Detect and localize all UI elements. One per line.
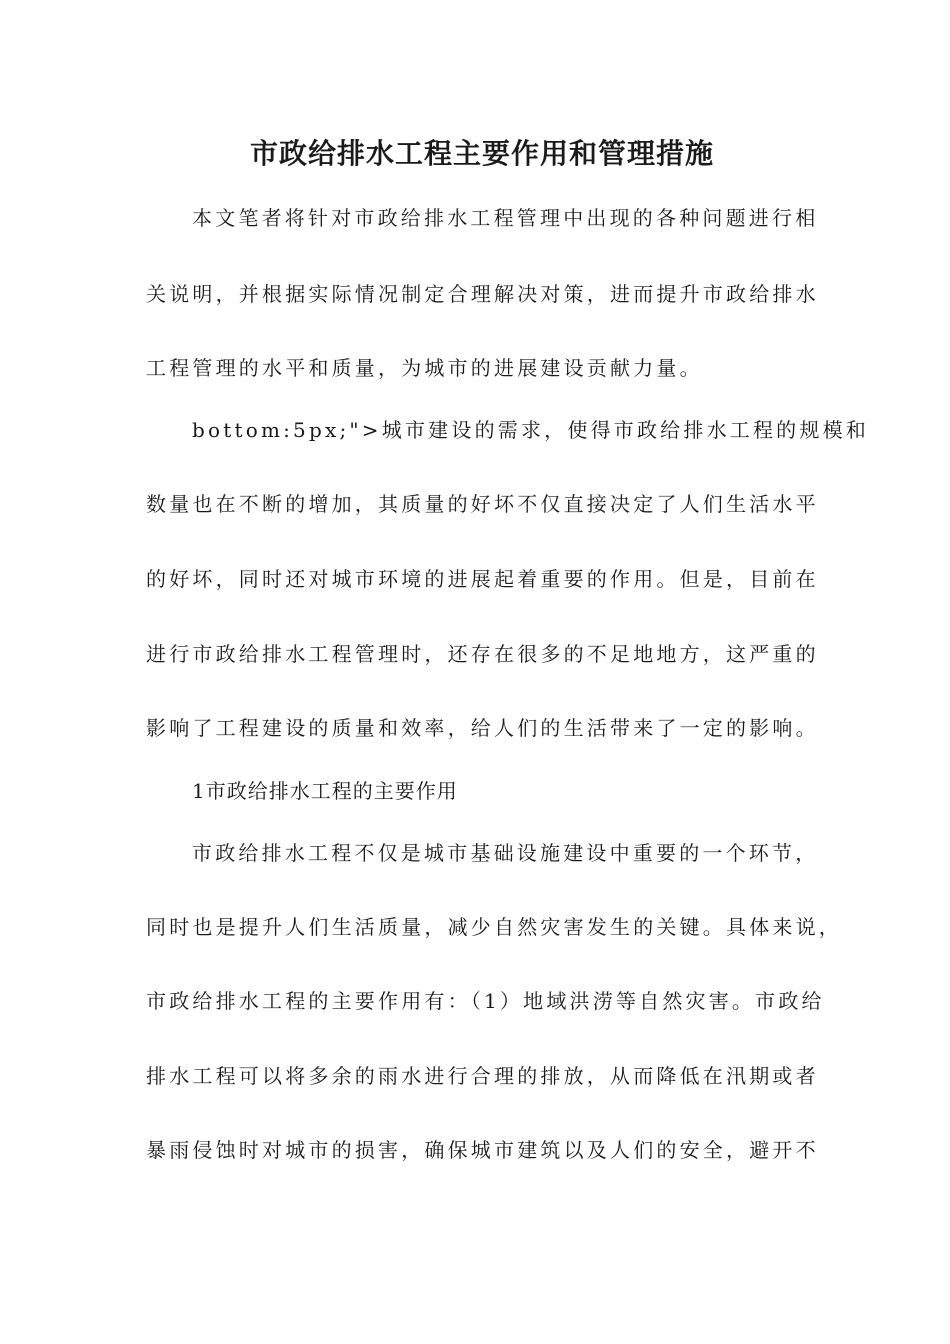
paragraph-line: 的好坏，同时还对城市环境的进展起着重要的作用。但是，目前在 — [146, 567, 819, 591]
paragraph-line: 进行市政给排水工程管理时，还存在很多的不足地地方，这严重的 — [146, 642, 819, 666]
paragraph-line: 市政给排水工程的主要作用有：（1）地域洪涝等自然灾害。市政给 — [146, 989, 825, 1013]
paragraph-line: 暴雨侵蚀时对城市的损害，确保城市建筑以及人们的安全，避开不 — [146, 1138, 819, 1162]
paragraph-line: 市政给排水工程不仅是城市基础设施建设中重要的一个环节， — [192, 841, 819, 865]
paragraph-line: 关说明，并根据实际情况制定合理解决对策，进而提升市政给排水 — [146, 282, 819, 306]
paragraph-line: bottom:5px;">城市建设的需求，使得市政给排水工程的规模和 — [192, 418, 869, 442]
paragraph-line: 本文笔者将针对市政给排水工程管理中出现的各种问题进行相 — [192, 206, 819, 230]
paragraph-line: 同时也是提升人们生活质量，减少自然灾害发生的关键。具体来说， — [146, 915, 842, 939]
paragraph-line: 排水工程可以将多余的雨水进行合理的排放，从而降低在汛期或者 — [146, 1064, 819, 1088]
paragraph-line: 数量也在不断的增加，其质量的好坏不仅直接决定了人们生活水平 — [146, 492, 819, 516]
paragraph-line: 工程管理的水平和质量，为城市的进展建设贡献力量。 — [146, 356, 703, 380]
section-heading: 1市政给排水工程的主要作用 — [192, 779, 458, 803]
document-title: 市政给排水工程主要作用和管理措施 — [249, 137, 714, 170]
paragraph-line: 影响了工程建设的质量和效率，给人们的生活带来了一定的影响。 — [146, 716, 819, 740]
